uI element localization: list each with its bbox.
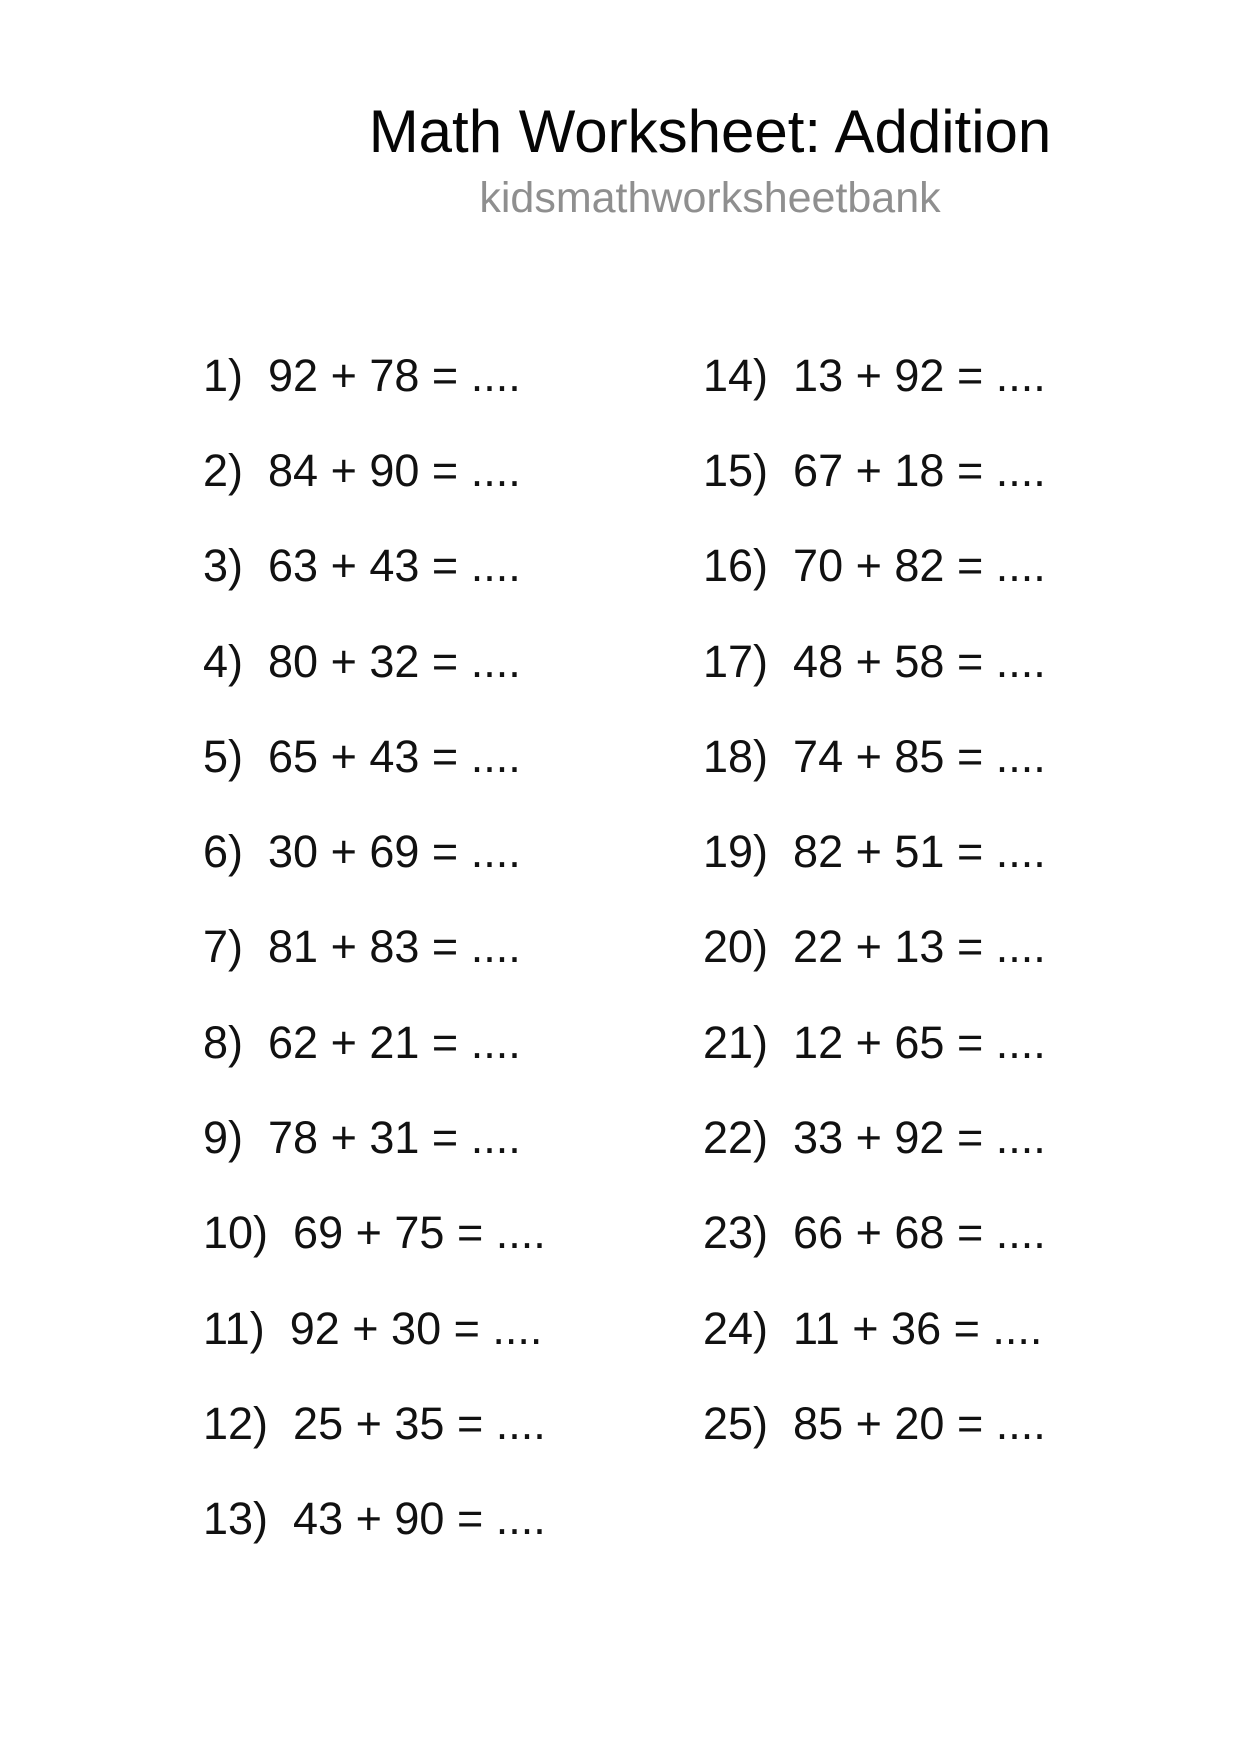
problem-number: 17) bbox=[703, 635, 769, 687]
problem-expression: 65 + 43 = .... bbox=[268, 730, 521, 782]
problem-row bbox=[203, 328, 546, 423]
problem-expression: 25 + 35 = .... bbox=[293, 1397, 546, 1449]
problem-number: 6) bbox=[203, 826, 244, 878]
problem-number: 21) bbox=[703, 1016, 769, 1068]
problems-column-left bbox=[203, 328, 546, 1567]
problem-row bbox=[703, 995, 1046, 1090]
problem-expression: 92 + 78 = .... bbox=[268, 349, 521, 401]
problem-expression: 74 + 85 = .... bbox=[793, 730, 1046, 782]
problem-row bbox=[203, 1472, 546, 1567]
problem-number: 12) bbox=[203, 1397, 269, 1449]
problem-number: 22) bbox=[703, 1112, 769, 1164]
problem-expression: 48 + 58 = .... bbox=[793, 635, 1046, 687]
problem-row bbox=[203, 1376, 546, 1471]
problem-row bbox=[203, 614, 546, 709]
problem-expression: 30 + 69 = .... bbox=[268, 826, 521, 878]
problem-row bbox=[703, 519, 1046, 614]
problem-number: 4) bbox=[203, 635, 244, 687]
problem-number: 3) bbox=[203, 540, 244, 592]
problem-row bbox=[703, 709, 1046, 804]
problem-row bbox=[703, 900, 1046, 995]
problem-number: 20) bbox=[703, 921, 769, 973]
problem-expression: 70 + 82 = .... bbox=[793, 540, 1046, 592]
problem-expression: 69 + 75 = .... bbox=[293, 1207, 546, 1259]
problem-row bbox=[203, 1186, 546, 1281]
problem-number: 19) bbox=[703, 826, 769, 878]
problem-number: 13) bbox=[203, 1493, 269, 1545]
page-title: Math Worksheet: Addition bbox=[368, 98, 1052, 165]
problem-expression: 13 + 92 = .... bbox=[793, 349, 1046, 401]
problem-number: 9) bbox=[203, 1112, 244, 1164]
problem-row bbox=[203, 1090, 546, 1185]
problem-number: 8) bbox=[203, 1016, 244, 1068]
problem-expression: 84 + 90 = .... bbox=[268, 444, 521, 496]
problem-row bbox=[703, 1281, 1046, 1376]
problem-number: 10) bbox=[203, 1207, 269, 1259]
problem-row bbox=[203, 423, 546, 518]
problem-number: 7) bbox=[203, 921, 244, 973]
problem-expression: 12 + 65 = .... bbox=[793, 1016, 1046, 1068]
problem-number: 23) bbox=[703, 1207, 769, 1259]
problem-row bbox=[703, 1376, 1046, 1471]
problem-number: 24) bbox=[703, 1302, 769, 1354]
problem-expression: 80 + 32 = .... bbox=[268, 635, 521, 687]
problem-number: 5) bbox=[203, 730, 244, 782]
problem-row bbox=[203, 519, 546, 614]
problem-expression: 66 + 68 = .... bbox=[793, 1207, 1046, 1259]
problem-expression: 82 + 51 = .... bbox=[793, 826, 1046, 878]
problem-number: 14) bbox=[703, 349, 769, 401]
problem-row bbox=[203, 900, 546, 995]
page-subtitle: kidsmathworksheetbank bbox=[479, 174, 941, 222]
problem-number: 11) bbox=[203, 1302, 265, 1354]
problem-expression: 63 + 43 = .... bbox=[268, 540, 521, 592]
problem-row bbox=[703, 328, 1046, 423]
problem-number: 15) bbox=[703, 444, 769, 496]
problem-row bbox=[703, 804, 1046, 899]
problem-expression: 85 + 20 = .... bbox=[793, 1397, 1046, 1449]
problem-expression: 67 + 18 = .... bbox=[793, 444, 1046, 496]
problem-expression: 33 + 92 = .... bbox=[793, 1112, 1046, 1164]
problem-row bbox=[703, 1090, 1046, 1185]
problem-row bbox=[703, 1186, 1046, 1281]
problem-row bbox=[203, 1281, 546, 1376]
problem-expression: 78 + 31 = .... bbox=[268, 1112, 521, 1164]
problem-expression: 92 + 30 = .... bbox=[289, 1302, 543, 1354]
problem-expression: 81 + 83 = .... bbox=[268, 921, 521, 973]
problem-expression: 11 + 36 = .... bbox=[793, 1302, 1043, 1354]
problem-number: 25) bbox=[703, 1397, 769, 1449]
problem-number: 1) bbox=[203, 349, 244, 401]
problem-expression: 62 + 21 = .... bbox=[268, 1016, 521, 1068]
problems-column-right bbox=[703, 328, 1046, 1472]
problem-row bbox=[703, 423, 1046, 518]
problem-number: 18) bbox=[703, 730, 769, 782]
problem-number: 2) bbox=[203, 444, 244, 496]
problem-expression: 43 + 90 = .... bbox=[293, 1493, 546, 1545]
problem-row bbox=[203, 709, 546, 804]
problem-row bbox=[703, 614, 1046, 709]
problem-row bbox=[203, 804, 546, 899]
problem-row bbox=[203, 995, 546, 1090]
problem-expression: 22 + 13 = .... bbox=[793, 921, 1046, 973]
problem-number: 16) bbox=[703, 540, 769, 592]
